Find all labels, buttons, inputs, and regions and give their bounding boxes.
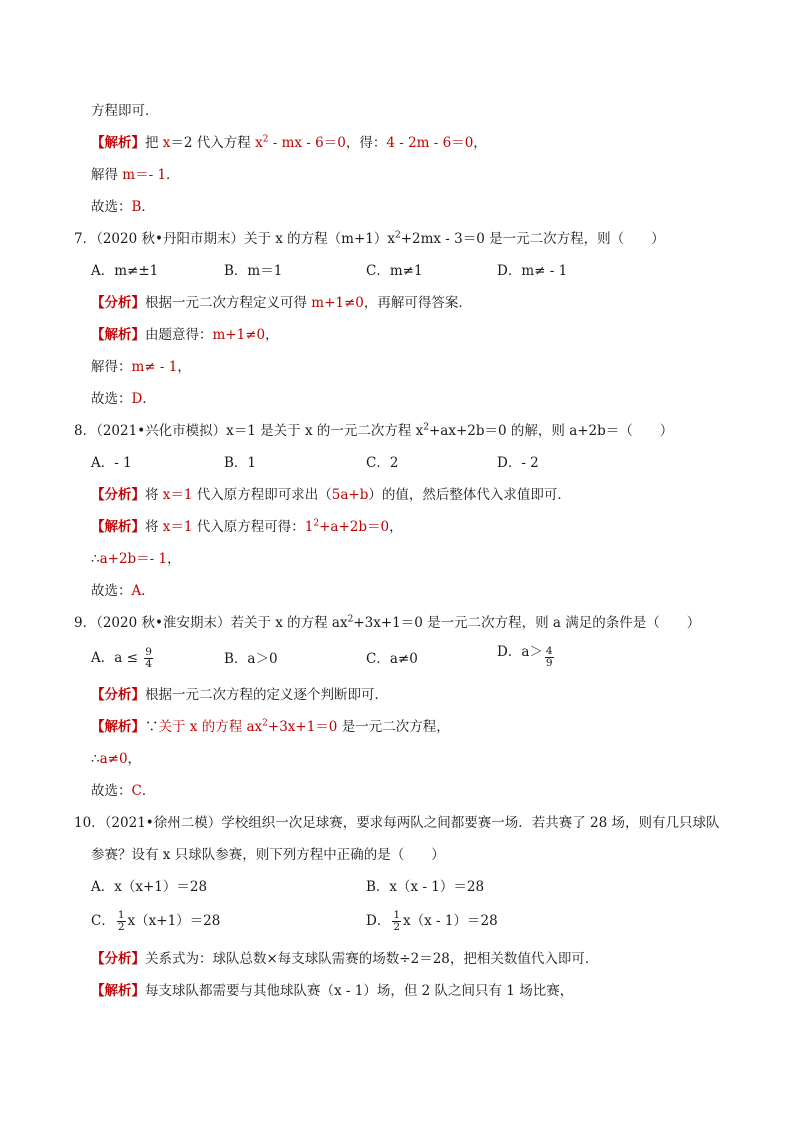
fraction-denominator: 9 (545, 657, 553, 669)
fraction (392, 910, 401, 933)
q10-analysis (91, 950, 598, 968)
fraction (144, 647, 153, 670)
q7-option-a: A．m≠±1 (91, 263, 159, 279)
text-segment: ． (141, 783, 156, 799)
text-segment: 2 (313, 518, 320, 529)
question-9 (74, 614, 700, 632)
q8-option-a: A．- 1 (91, 455, 132, 471)
text-segment: B (131, 199, 142, 215)
text-segment: 把 (145, 135, 163, 151)
text-segment: +a+2b＝0 (319, 519, 390, 535)
text-segment: 9．（2020 秋•淮安期末）若关于 x 的方程 ax (74, 615, 348, 631)
section-tag: 【解析】 (91, 719, 145, 735)
section-tag: 【分析】 (91, 951, 145, 967)
fraction-numerator: 9 (145, 646, 152, 658)
text-segment: m≠ - 1 (131, 359, 178, 375)
text-segment: 故选： (91, 199, 132, 215)
text-segment: m+1≠0 (311, 295, 364, 311)
text-segment: 由题意得： (145, 327, 213, 343)
q8-solution (91, 518, 403, 536)
text-segment: ． (141, 199, 155, 215)
text-segment: 7．（2020 秋•丹阳市期末）关于 x 的方程（m+1）x (74, 231, 395, 247)
text-segment: m＝- 1 (122, 167, 167, 183)
question-7 (74, 230, 665, 248)
text-segment: +3x+1＝0 (267, 719, 338, 735)
q7-analysis (91, 294, 472, 312)
text-segment: 2 (262, 718, 268, 729)
text-segment: 关系式为：球队总数×每支球队需赛的场数÷2＝28，把相关数值代入即可． (145, 951, 599, 967)
q9-option-a (91, 647, 155, 670)
q8-option-d: D．- 2 (497, 455, 539, 471)
q8-analysis (91, 486, 571, 504)
text-segment: x (255, 135, 263, 151)
section-tag: 【解析】 (91, 327, 145, 343)
section-tag: 【分析】 (91, 295, 145, 311)
text-segment: A (131, 583, 142, 599)
text-segment: +2mx - 3＝0 是一元二次方程，则（ ） (400, 231, 665, 247)
text-line (91, 550, 181, 568)
text-segment: a≠0 (99, 751, 128, 767)
text-segment: ）的值，然后整体代入求值即可． (368, 487, 571, 503)
text-segment: m+1≠0 (212, 327, 266, 343)
q7-option-c: C．m≠1 (366, 263, 423, 279)
text-segment: ． (166, 167, 180, 183)
q7-option-d: D．m≠ - 1 (497, 263, 568, 279)
fraction-denominator: 2 (117, 921, 125, 933)
fraction-numerator: 1 (393, 909, 401, 921)
text-segment: D (131, 391, 143, 407)
fraction (117, 910, 126, 933)
text-segment: 2 (423, 422, 429, 433)
text-segment: ， (127, 751, 142, 767)
text-segment: 故选： (91, 583, 132, 599)
text-segment: 代入原方程可得： (192, 519, 305, 535)
q10-option-c-label: C． (91, 913, 115, 929)
q10-solution (91, 982, 573, 1000)
text-segment: ． (142, 391, 156, 407)
q9-solution (91, 718, 450, 736)
text-segment: a+2b＝- 1 (99, 551, 168, 567)
q9-option-d-label: D．a＞ (497, 644, 543, 660)
text-segment: ＝2 代入方程 (170, 135, 256, 151)
text-segment: 8．（2021•兴化市模拟）x＝1 是关于 x 的一元二次方程 x (74, 423, 424, 439)
text-segment: 4 - 2m - 6＝0 (386, 135, 474, 151)
q9-option-c: C．a≠0 (366, 651, 418, 667)
text-segment: x (162, 135, 171, 151)
fraction (545, 646, 554, 669)
text-line (91, 358, 191, 376)
text-segment: ， (177, 359, 191, 375)
fraction-numerator: 4 (545, 645, 553, 657)
question-10-cont (91, 846, 445, 864)
text-segment: 2 (262, 134, 269, 145)
text-line (91, 102, 159, 120)
section-tag: 【分析】 (91, 687, 145, 703)
q9-option-d (497, 643, 556, 669)
text-segment: 1 (304, 519, 314, 535)
text-segment: 10．（2021•徐州二模）学校组织一次足球赛，要求每两队之间都要赛一场．若共赛了 28 场，则有几只球队 (74, 815, 720, 831)
fraction-denominator: 2 (393, 921, 401, 933)
text-segment: 2 (394, 230, 401, 241)
q10-option-c-expr: x（x+1）＝28 (127, 913, 221, 929)
text-segment: 将 (145, 519, 163, 535)
q9-option-b: B．a＞0 (224, 651, 278, 667)
question-10 (74, 814, 720, 832)
text-segment: 解得 (91, 167, 123, 183)
q8-answer (91, 582, 155, 600)
text-segment: 关于 x 的方程 ax (158, 719, 263, 735)
q7-option-b: B．m＝1 (224, 263, 283, 279)
section-tag: 【解析】 (91, 983, 145, 999)
text-line (91, 166, 180, 184)
text-segment: ， (167, 551, 181, 567)
text-segment: ， (473, 135, 487, 151)
text-segment: +ax+2b＝0 的解，则 a+2b＝（ ） (429, 423, 674, 439)
fraction-denominator: 4 (145, 658, 152, 670)
q10-option-a: A．x（x+1）＝28 (91, 879, 208, 895)
section-tag: 【解析】 (91, 519, 145, 535)
text-line (91, 198, 155, 216)
text-segment: 方程即可． (91, 103, 159, 119)
question-8 (74, 422, 673, 440)
text-segment: ， (265, 327, 279, 343)
section-tag: 【解析】 (91, 135, 145, 151)
text-segment: x＝1 (162, 487, 193, 503)
q8-option-c: C．2 (366, 455, 399, 471)
text-segment: ，得： (345, 135, 387, 151)
text-segment: 代入原方程即可求出（ (192, 487, 332, 503)
fraction-numerator: 1 (117, 909, 125, 921)
text-line (91, 750, 141, 768)
section-tag: 【分析】 (91, 487, 145, 503)
text-segment: x＝1 (162, 519, 193, 535)
text-segment: ∴ (91, 751, 100, 767)
q8-option-b: B．1 (224, 455, 257, 471)
text-segment: 根据一元二次方程的定义逐个判断即可． (145, 687, 388, 703)
q10-option-c (91, 910, 220, 933)
text-segment: 参赛？设有 x 只球队参赛，则下列方程中正确的是（ ） (91, 847, 445, 863)
q10-option-d (366, 910, 498, 933)
q9-analysis (91, 686, 388, 704)
q7-answer (91, 390, 156, 408)
text-segment: 故选： (91, 391, 132, 407)
text-segment: ． (141, 583, 155, 599)
q10-option-d-expr: x（x - 1）＝28 (403, 913, 498, 929)
text-segment: 是一元二次方程， (337, 719, 450, 735)
text-segment: ， (389, 519, 403, 535)
text-segment: 解得： (91, 359, 132, 375)
text-segment: 2 (347, 614, 354, 625)
text-segment: 故选： (91, 783, 132, 799)
text-line (91, 134, 487, 152)
q9-answer (91, 782, 155, 800)
text-segment: 每支球队都需要与其他球队赛（x - 1）场，但 2 队之间只有 1 场比赛， (145, 983, 574, 999)
text-segment: C (131, 783, 142, 799)
text-segment: ，再解可得答案． (363, 295, 472, 311)
text-segment: - mx - 6＝0 (268, 135, 346, 151)
text-segment: 根据一元二次方程定义可得 (145, 295, 312, 311)
text-segment: ∵ (145, 719, 159, 735)
text-segment: 将 (145, 487, 163, 503)
q9-option-a-label: A．a ≤ (91, 650, 138, 666)
text-segment: 5a+b (331, 487, 369, 503)
q7-solution (91, 326, 279, 344)
q10-option-b: B．x（x - 1）＝28 (366, 879, 485, 895)
q10-option-d-label: D． (366, 913, 391, 929)
text-segment: ∴ (91, 551, 100, 567)
text-segment: +3x+1＝0 是一元二次方程，则 a 满足的条件是（ ） (353, 615, 701, 631)
